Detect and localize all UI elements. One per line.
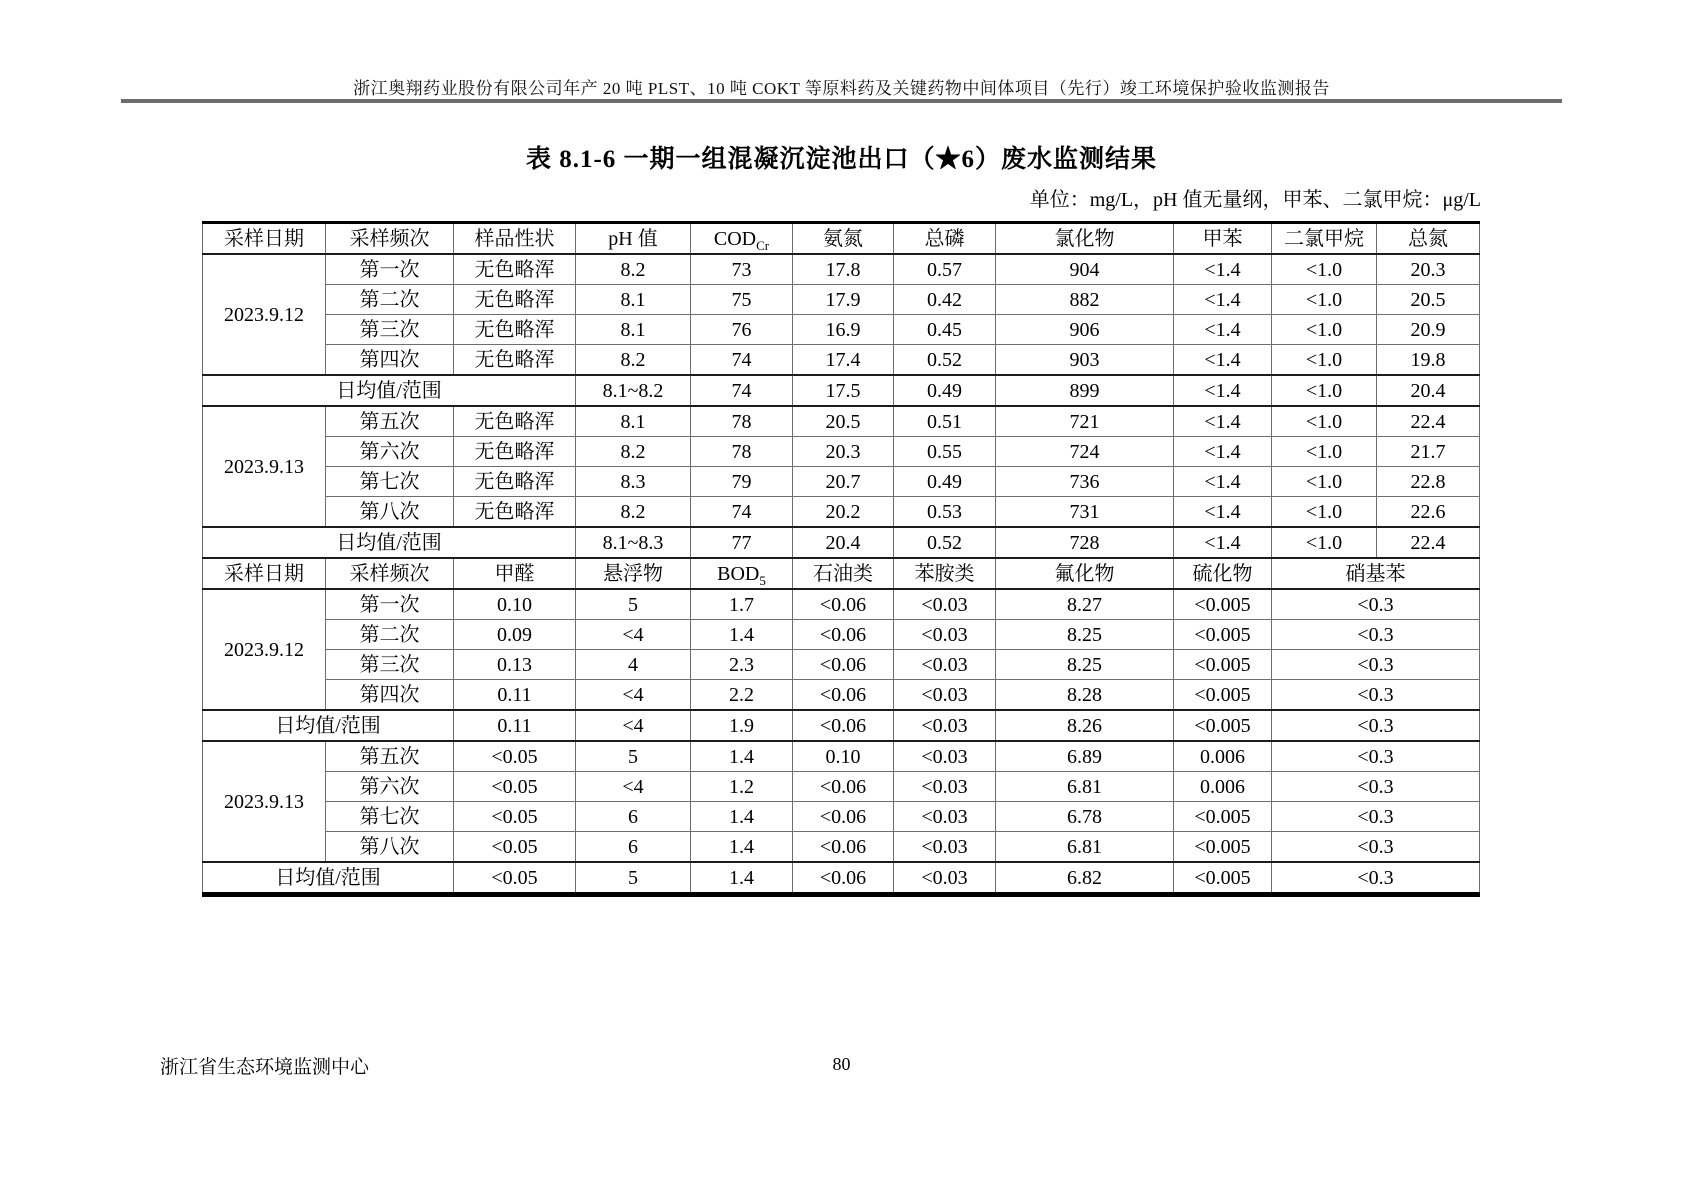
column-header-label: 采样频次: [349, 227, 430, 250]
table-title: 表 8.1-6 一期一组混凝沉淀池出口（★6）废水监测结果: [525, 146, 1158, 173]
value-cell: <0.03: [894, 862, 996, 895]
table-row: [203, 315, 1480, 345]
value-cell: <1.0: [1272, 254, 1377, 285]
value-cell: <0.06: [793, 589, 894, 620]
value-cell: 0.55: [894, 437, 996, 467]
value-cell: 6: [576, 802, 691, 832]
value-cell: 6.89: [996, 741, 1174, 772]
value-cell: 无色略浑: [454, 437, 576, 467]
value-cell: <0.005: [1174, 650, 1272, 680]
value-cell: <4: [576, 772, 691, 802]
column-header-label: 甲苯: [1202, 227, 1243, 250]
column-header: [203, 558, 326, 589]
date-cell: 2023.9.12: [203, 589, 326, 710]
column-header-label: 悬浮物: [603, 562, 663, 585]
value-cell: <0.06: [793, 710, 894, 741]
value-cell: 8.2: [576, 437, 691, 467]
value-cell: <0.05: [454, 772, 576, 802]
daily-row-label: 日均值/范围: [203, 710, 454, 741]
value-cell: <0.3: [1272, 710, 1480, 741]
date-cell: 2023.9.13: [203, 406, 326, 527]
value-cell: <0.06: [793, 620, 894, 650]
value-cell: 0.53: [894, 497, 996, 528]
value-cell: 899: [996, 375, 1174, 406]
value-cell: 0.006: [1174, 741, 1272, 772]
value-cell: 882: [996, 285, 1174, 315]
value-cell: <0.06: [793, 862, 894, 895]
value-cell: <1.4: [1174, 345, 1272, 376]
column-header: [576, 223, 691, 255]
value-cell: 20.4: [793, 527, 894, 558]
value-cell: 904: [996, 254, 1174, 285]
value-cell: <1.0: [1272, 467, 1377, 497]
value-cell: 6.78: [996, 802, 1174, 832]
freq-cell: 第三次: [326, 650, 454, 680]
value-cell: 8.2: [576, 497, 691, 528]
freq-cell: 第二次: [326, 620, 454, 650]
table-row: [203, 680, 1480, 711]
column-header-label: BOD: [717, 562, 760, 585]
column-header: [996, 223, 1174, 255]
value-cell: <1.4: [1174, 527, 1272, 558]
value-cell: <1.4: [1174, 406, 1272, 437]
column-header: [576, 558, 691, 589]
freq-cell: 第一次: [326, 254, 454, 285]
value-cell: <1.0: [1272, 285, 1377, 315]
column-header-label: 石油类: [813, 562, 873, 585]
column-header-label: 样品性状: [474, 227, 555, 250]
value-cell: 5: [576, 589, 691, 620]
value-cell: 903: [996, 345, 1174, 376]
value-cell: <1.0: [1272, 437, 1377, 467]
column-header: [894, 558, 996, 589]
value-cell: 0.51: [894, 406, 996, 437]
value-cell: 5: [576, 862, 691, 895]
freq-cell: 第四次: [326, 680, 454, 711]
value-cell: 无色略浑: [454, 497, 576, 528]
value-cell: <0.005: [1174, 832, 1272, 863]
column-header-label: 采样频次: [349, 562, 430, 585]
value-cell: 74: [691, 497, 793, 528]
table-row: [203, 467, 1480, 497]
value-cell: 0.10: [454, 589, 576, 620]
value-cell: 17.4: [793, 345, 894, 376]
freq-cell: 第三次: [326, 315, 454, 345]
column-header-label: 氯化物: [1054, 227, 1115, 250]
column-header-label: 二氯甲烷: [1284, 227, 1364, 250]
value-cell: 17.5: [793, 375, 894, 406]
table-row: [203, 620, 1480, 650]
value-cell: 17.9: [793, 285, 894, 315]
value-cell: 79: [691, 467, 793, 497]
value-cell: <0.3: [1272, 802, 1480, 832]
value-cell: <1.4: [1174, 285, 1272, 315]
value-cell: 20.5: [1377, 285, 1480, 315]
value-cell: 1.4: [691, 802, 793, 832]
value-cell: 无色略浑: [454, 406, 576, 437]
value-cell: 0.10: [793, 741, 894, 772]
value-cell: 0.57: [894, 254, 996, 285]
table-row: [203, 285, 1480, 315]
column-header-subscript: 5: [759, 572, 766, 588]
table-row: [203, 345, 1480, 376]
column-header: [1377, 223, 1480, 255]
freq-cell: 第七次: [326, 802, 454, 832]
value-cell: <0.3: [1272, 772, 1480, 802]
value-cell: <0.3: [1272, 741, 1480, 772]
freq-cell: 第五次: [326, 406, 454, 437]
value-cell: 无色略浑: [454, 345, 576, 376]
column-header-label: 甲醛: [494, 562, 535, 585]
value-cell: 8.27: [996, 589, 1174, 620]
date-cell: 2023.9.12: [203, 254, 326, 375]
value-cell: <0.005: [1174, 802, 1272, 832]
value-cell: <0.3: [1272, 650, 1480, 680]
column-header: [203, 223, 326, 255]
value-cell: <0.03: [894, 832, 996, 863]
value-cell: 0.45: [894, 315, 996, 345]
column-header: [793, 223, 894, 255]
value-cell: 724: [996, 437, 1174, 467]
value-cell: 22.6: [1377, 497, 1480, 528]
value-cell: 736: [996, 467, 1174, 497]
value-cell: <0.005: [1174, 680, 1272, 711]
value-cell: <1.4: [1174, 497, 1272, 528]
doc-header: 浙江奥翔药业股份有限公司年产 20 吨 PLST、10 吨 COKT 等原料药及关键药物中间体项目（先行）竣工环境保护验收监测报告: [353, 79, 1330, 98]
value-cell: 20.3: [793, 437, 894, 467]
value-cell: <1.4: [1174, 315, 1272, 345]
value-cell: 8.1: [576, 315, 691, 345]
column-header: [1174, 558, 1272, 589]
value-cell: <0.3: [1272, 680, 1480, 711]
value-cell: 0.52: [894, 527, 996, 558]
value-cell: 1.9: [691, 710, 793, 741]
column-header: [1174, 223, 1272, 255]
column-header: [793, 558, 894, 589]
freq-cell: 第六次: [326, 437, 454, 467]
value-cell: <1.4: [1174, 467, 1272, 497]
value-cell: 0.42: [894, 285, 996, 315]
value-cell: 0.13: [454, 650, 576, 680]
value-cell: <0.03: [894, 802, 996, 832]
value-cell: <1.4: [1174, 254, 1272, 285]
table-row: [203, 802, 1480, 832]
value-cell: 728: [996, 527, 1174, 558]
value-cell: <1.0: [1272, 406, 1377, 437]
value-cell: <0.05: [454, 832, 576, 863]
column-header-label: 硝基苯: [1345, 562, 1406, 585]
value-cell: 8.3: [576, 467, 691, 497]
table-row: [203, 406, 1480, 437]
header-row: [203, 223, 1480, 255]
value-cell: 16.9: [793, 315, 894, 345]
value-cell: 77: [691, 527, 793, 558]
value-cell: <0.05: [454, 741, 576, 772]
value-cell: <0.03: [894, 620, 996, 650]
value-cell: 无色略浑: [454, 285, 576, 315]
value-cell: <1.0: [1272, 527, 1377, 558]
value-cell: 17.8: [793, 254, 894, 285]
daily-row-label: 日均值/范围: [203, 862, 454, 895]
table-row: [203, 772, 1480, 802]
column-header: [454, 223, 576, 255]
value-cell: <0.03: [894, 710, 996, 741]
freq-cell: 第二次: [326, 285, 454, 315]
value-cell: <0.03: [894, 772, 996, 802]
column-header: [326, 223, 454, 255]
monitoring-table: [202, 221, 1480, 897]
value-cell: 6: [576, 832, 691, 863]
daily-average-row: [203, 710, 1480, 741]
unit-note: 单位：mg/L，pH 值无量纲，甲苯、二氯甲烷：μg/L: [1029, 189, 1481, 211]
freq-cell: 第七次: [326, 467, 454, 497]
value-cell: 8.1~8.2: [576, 375, 691, 406]
value-cell: 4: [576, 650, 691, 680]
value-cell: <0.005: [1174, 589, 1272, 620]
value-cell: 1.4: [691, 862, 793, 895]
value-cell: 8.28: [996, 680, 1174, 711]
value-cell: 8.26: [996, 710, 1174, 741]
value-cell: 2.2: [691, 680, 793, 711]
page-number: 80: [832, 1054, 851, 1074]
value-cell: <0.03: [894, 589, 996, 620]
value-cell: 20.2: [793, 497, 894, 528]
value-cell: <0.005: [1174, 710, 1272, 741]
value-cell: <0.3: [1272, 862, 1480, 895]
value-cell: 6.81: [996, 832, 1174, 863]
column-header: [996, 558, 1174, 589]
value-cell: 731: [996, 497, 1174, 528]
value-cell: 8.25: [996, 650, 1174, 680]
column-header-label: 采样日期: [224, 562, 304, 585]
freq-cell: 第五次: [326, 741, 454, 772]
daily-average-row: [203, 862, 1480, 895]
value-cell: 8.1~8.3: [576, 527, 691, 558]
value-cell: <4: [576, 680, 691, 711]
value-cell: 0.006: [1174, 772, 1272, 802]
value-cell: <0.3: [1272, 620, 1480, 650]
column-header: [1272, 558, 1480, 589]
value-cell: <0.005: [1174, 862, 1272, 895]
value-cell: 8.1: [576, 406, 691, 437]
value-cell: 75: [691, 285, 793, 315]
value-cell: <0.06: [793, 832, 894, 863]
value-cell: <1.0: [1272, 497, 1377, 528]
value-cell: 1.4: [691, 620, 793, 650]
column-header-label: 总磷: [924, 227, 965, 250]
value-cell: 74: [691, 345, 793, 376]
value-cell: <1.4: [1174, 375, 1272, 406]
value-cell: 8.1: [576, 285, 691, 315]
daily-row-label: 日均值/范围: [203, 527, 576, 558]
column-header-label: 总氮: [1408, 227, 1448, 250]
value-cell: <0.05: [454, 862, 576, 895]
freq-cell: 第八次: [326, 832, 454, 863]
column-header: [894, 223, 996, 255]
value-cell: 6.82: [996, 862, 1174, 895]
value-cell: 20.9: [1377, 315, 1480, 345]
column-header: [691, 558, 793, 589]
column-header-label: 苯胺类: [914, 562, 975, 585]
daily-row-label: 日均值/范围: [203, 375, 576, 406]
value-cell: <0.005: [1174, 620, 1272, 650]
value-cell: <1.0: [1272, 345, 1377, 376]
value-cell: 1.7: [691, 589, 793, 620]
value-cell: 22.4: [1377, 527, 1480, 558]
column-header-subscript: Cr: [756, 237, 770, 253]
table-row: [203, 254, 1480, 285]
value-cell: 无色略浑: [454, 467, 576, 497]
value-cell: 0.11: [454, 710, 576, 741]
value-cell: <4: [576, 710, 691, 741]
value-cell: 1.4: [691, 741, 793, 772]
table-row: [203, 741, 1480, 772]
table-row: [203, 832, 1480, 863]
header-rule: [121, 99, 1562, 103]
value-cell: 无色略浑: [454, 315, 576, 345]
daily-average-row: [203, 527, 1480, 558]
value-cell: 0.09: [454, 620, 576, 650]
table-row: [203, 589, 1480, 620]
value-cell: 1.4: [691, 832, 793, 863]
monitoring-table-body: [203, 223, 1480, 895]
value-cell: 906: [996, 315, 1174, 345]
column-header: [326, 558, 454, 589]
column-header: [1272, 223, 1377, 255]
value-cell: <0.06: [793, 650, 894, 680]
value-cell: 73: [691, 254, 793, 285]
header-row: [203, 558, 1480, 589]
freq-cell: 第四次: [326, 345, 454, 376]
column-header-label: 采样日期: [224, 227, 304, 250]
value-cell: <0.3: [1272, 589, 1480, 620]
value-cell: <0.03: [894, 650, 996, 680]
column-header: [691, 223, 793, 255]
footer-org: 浙江省生态环境监测中心: [160, 1057, 370, 1078]
column-header-label: pH 值: [608, 227, 658, 250]
value-cell: 20.5: [793, 406, 894, 437]
value-cell: 721: [996, 406, 1174, 437]
value-cell: 20.7: [793, 467, 894, 497]
value-cell: 78: [691, 437, 793, 467]
value-cell: 0.11: [454, 680, 576, 711]
value-cell: 76: [691, 315, 793, 345]
value-cell: 8.2: [576, 254, 691, 285]
value-cell: <1.4: [1174, 437, 1272, 467]
value-cell: 5: [576, 741, 691, 772]
value-cell: 8.2: [576, 345, 691, 376]
value-cell: 20.4: [1377, 375, 1480, 406]
value-cell: 21.7: [1377, 437, 1480, 467]
value-cell: <0.06: [793, 680, 894, 711]
value-cell: 0.49: [894, 467, 996, 497]
value-cell: <4: [576, 620, 691, 650]
value-cell: <1.0: [1272, 375, 1377, 406]
column-header-label: COD: [713, 227, 757, 250]
table-row: [203, 437, 1480, 467]
column-header-label: 氨氮: [823, 227, 863, 250]
freq-cell: 第一次: [326, 589, 454, 620]
value-cell: <1.0: [1272, 315, 1377, 345]
value-cell: 0.52: [894, 345, 996, 376]
date-cell: 2023.9.13: [203, 741, 326, 862]
value-cell: 78: [691, 406, 793, 437]
value-cell: <0.3: [1272, 832, 1480, 863]
table-row: [203, 497, 1480, 528]
value-cell: <0.06: [793, 802, 894, 832]
freq-cell: 第六次: [326, 772, 454, 802]
value-cell: 0.49: [894, 375, 996, 406]
value-cell: 19.8: [1377, 345, 1480, 376]
value-cell: <0.05: [454, 802, 576, 832]
value-cell: <0.03: [894, 680, 996, 711]
value-cell: <0.06: [793, 772, 894, 802]
value-cell: 22.4: [1377, 406, 1480, 437]
value-cell: 无色略浑: [454, 254, 576, 285]
column-header-label: 硫化物: [1192, 562, 1253, 585]
value-cell: <0.03: [894, 741, 996, 772]
value-cell: 6.81: [996, 772, 1174, 802]
value-cell: 20.3: [1377, 254, 1480, 285]
value-cell: 2.3: [691, 650, 793, 680]
column-header-label: 氟化物: [1054, 562, 1115, 585]
table-row: [203, 650, 1480, 680]
value-cell: 74: [691, 375, 793, 406]
column-header: [454, 558, 576, 589]
daily-average-row: [203, 375, 1480, 406]
value-cell: 22.8: [1377, 467, 1480, 497]
value-cell: 1.2: [691, 772, 793, 802]
freq-cell: 第八次: [326, 497, 454, 528]
value-cell: 8.25: [996, 620, 1174, 650]
